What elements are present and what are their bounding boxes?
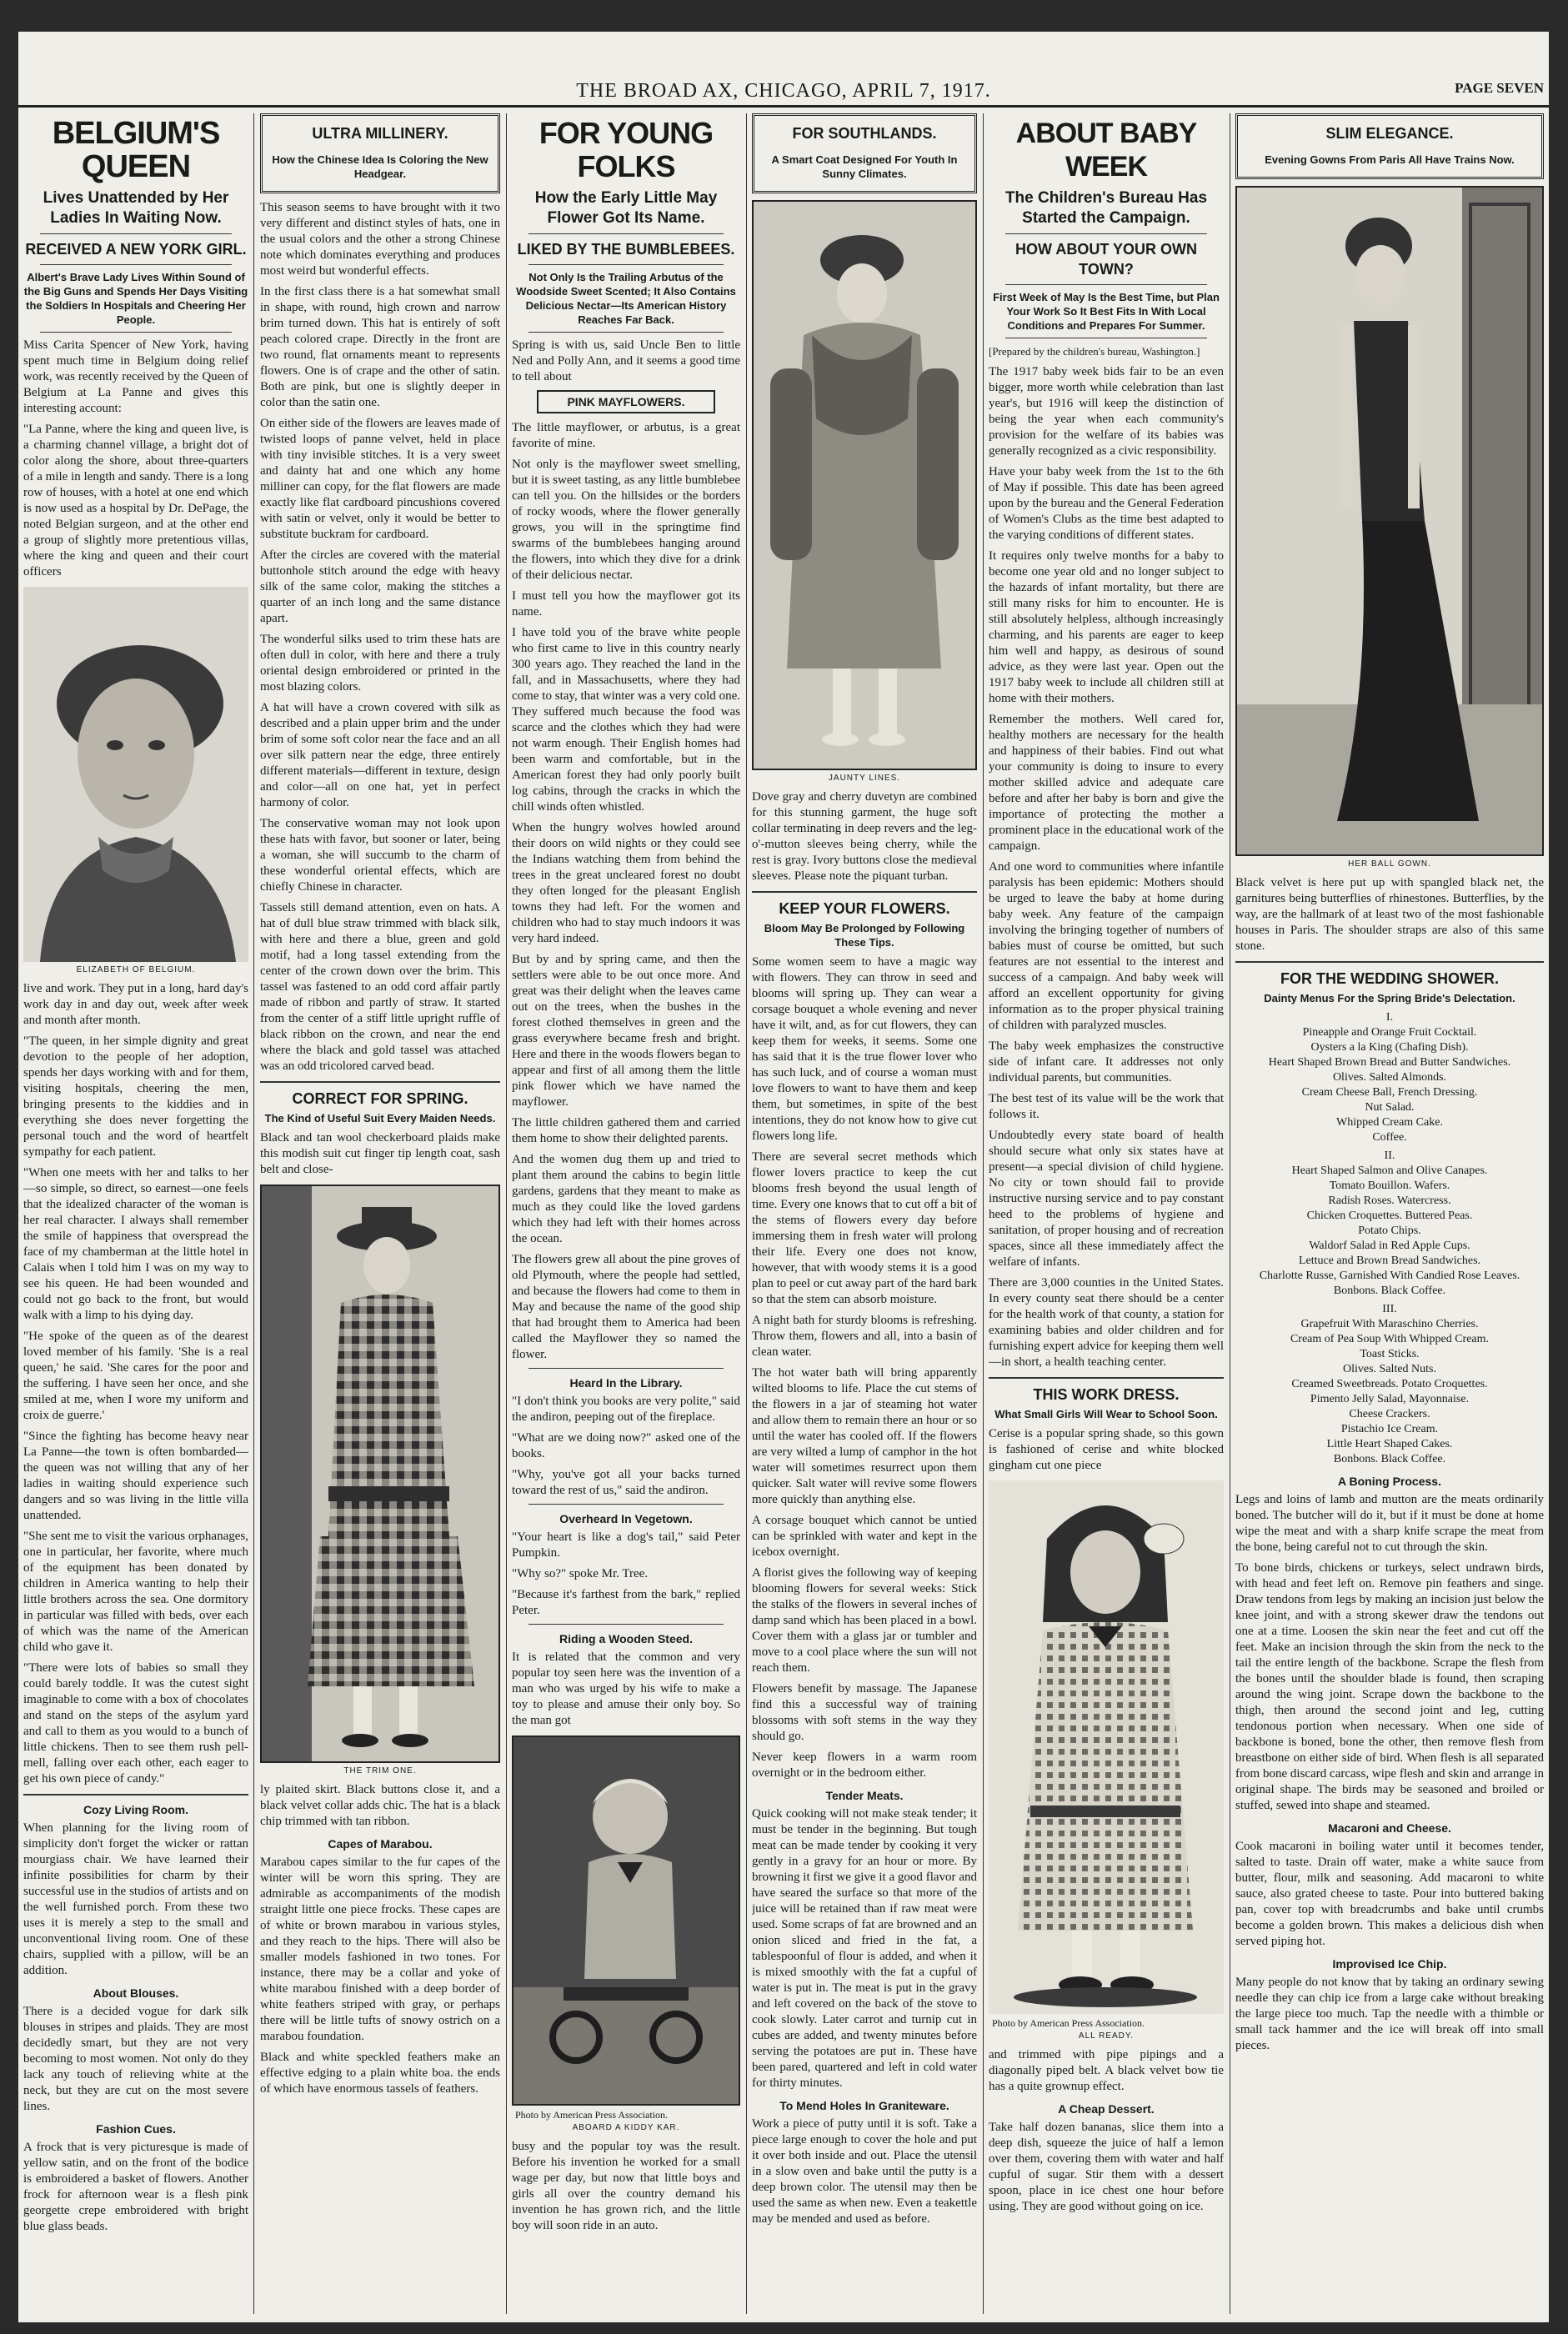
paragraph: Some women seem to have a magic way with flowers. They can throw in seed and blooms will spring up. They can wear a corsage bouquet a whole evening and never have it wilt, and, as for cut flowers, they can keep them for weeks, it seems. Some one has said that it is the true flower lover who has such luck, and of course a woman must love flowers to want to have them and keep them, but sometimes, in spite of the best intentions, they do not know how to give cut flowers long life. [752, 955, 977, 1143]
divider [1005, 233, 1207, 234]
masthead-title: THE BROAD AX, CHICAGO, APRIL 7, 1917. [576, 80, 991, 102]
paragraph: "Why, you've got all your backs turned toward the rest of us," said the andiron. [512, 1468, 740, 1497]
menu-item: Heart Shaped Salmon and Olive Canapes. [1291, 1164, 1488, 1177]
menu-number: III. [1382, 1303, 1397, 1315]
heading-fashion-cues: Fashion Cues. [96, 2122, 176, 2136]
deck: What Small Girls Will Wear to School Soon. [994, 1408, 1218, 1420]
masthead [18, 73, 1549, 103]
paragraph: A night bath for sturdy blooms is refreshing. Throw them, flowers and all, into a basin of clean water. [752, 1314, 977, 1359]
divider [989, 1377, 1224, 1379]
menu-item: Chicken Croquettes. Buttered Peas. [1306, 1210, 1473, 1222]
heading-mend-graniteware: To Mend Holes In Graniteware. [779, 2099, 949, 2112]
column-slim-elegance [1235, 113, 1544, 2314]
masthead-rule [18, 105, 1549, 108]
menu-item: Nut Salad. [1365, 1101, 1415, 1114]
photo-credit: Photo by American Press Association. [992, 2017, 1145, 2029]
paragraph: After the circles are covered with the material buttonhole stitch around the edge with heavy silk of the same color, making the stitches a quarter of an inch long and the same distance apart. [260, 548, 500, 625]
photo-jaunty-lines [752, 200, 977, 770]
menu-item: Charlotte Russe, Garnished With Candied Rose Leaves. [1259, 1270, 1520, 1282]
menu-item: Olives. Salted Almonds. [1332, 1071, 1447, 1084]
divider [529, 332, 724, 333]
divider [529, 1368, 724, 1369]
paragraph: There are 3,000 counties in the United States. In every county seat there should be a center for the health work of that county, a station for examining babies and older children and for furnishing expert advice for keeping them well—in short, a health teaching center. [989, 1276, 1224, 1369]
paragraph: Marabou capes similar to the fur capes of the winter will be worn this spring. They are admirable as accompaniments of the modish straight little one piece frocks. These capes are of white or brown marabou in various styles, and they reach to the hips. There will also be smaller models fashioned in two tones. For instance, there may be a collar and yoke of white marabou finished with a deep border of white feathers striped with gray, or perhaps there will be little tufts of snowy ostrich on a marabou foundation. [260, 1856, 500, 2043]
paragraph: Flowers benefit by massage. The Japanese find this a successful way of training blossoms with soft stems in the way they should go. [752, 1682, 977, 1743]
paragraph: On either side of the flowers are leaves made of twisted loops of panne velvet, held in place with tiny invisible stitches. It is a very sweet and dainty hat and one which any home milliner can copy, for the flat flowers are made exactly like flat cardboard pincushions covered with satin or velvet, only it would be better to substitute buckram for cardboard. [260, 417, 500, 541]
paragraph: Cerise is a popular spring shade, so this gown is fashioned of cerise and white blocked gingham cut one piece [989, 1427, 1224, 1472]
menu-item: Pimento Jelly Salad, Mayonnaise. [1310, 1393, 1470, 1405]
divider [23, 1794, 248, 1796]
deck: Evening Gowns From Paris All Have Trains Now. [1265, 153, 1515, 166]
menu-item: Cheese Crackers. [1349, 1408, 1430, 1420]
photo-trim-one [260, 1185, 500, 1763]
heading-capes-of-marabou: Capes of Marabou. [328, 1837, 433, 1851]
menu-item: Lettuce and Brown Bread Sandwiches. [1298, 1255, 1481, 1267]
deck: First Week of May Is the Best Time, but Plan Your Work So It Best Fits In With Local Conditions and Prepares For Summer. [993, 291, 1220, 332]
paragraph: live and work. They put in a long, hard day's work day in and day out, week after week and month after month. [23, 982, 248, 1027]
menu-item: Pineapple and Orange Fruit Cocktail. [1302, 1026, 1477, 1039]
paragraph: A hat will have a crown covered with silk as described and a plain upper brim and the under brim of some soft color near the face and an all over silk pattern near the edge, three entirely different materials—different in texture, design and color—all on one hat, yet in perfect harmony of color. [260, 701, 500, 809]
paragraph: There are several secret methods which flower lovers practice to keep the cut blooms fresh beyond the usual length of time. Every one knows that to cut off a bit of the stems of flowers every day before immersing them in fresh water will prolong their life. Every one does not know, however, that with woody stems it is a good plan to peel or cut away part of the hard bark so that the stem can absorb moisture. [752, 1150, 977, 1306]
boxed-heading-pink-mayflowers: PINK MAYFLOWERS. [537, 390, 715, 413]
divider [40, 332, 232, 333]
column-ultra-millinery [260, 113, 500, 2314]
menu-item: Bonbons. Black Coffee. [1333, 1285, 1446, 1297]
paragraph: Not only is the mayflower sweet smelling, but it is sweet tasting, as any little bumblebee can tell you. On the hillsides or the borders of rocky woods, where the flower generally grows, you will in the springtime find swarms of the bumblebees hanging around the flowers, into which they dive for a drink of their delicious nectar. [512, 458, 740, 582]
heading-macaroni-cheese: Macaroni and Cheese. [1328, 1821, 1451, 1835]
photo-credit: Photo by American Press Association. [515, 2109, 668, 2121]
divider [1235, 961, 1544, 963]
photo-caption: JAUNTY LINES. [828, 774, 901, 783]
photo-queen-elizabeth [23, 587, 248, 962]
menu-number: II. [1384, 1149, 1395, 1162]
paragraph: But by and by spring came, and then the settlers were able to be out once more. And great was their delight when the leaves came out on the trees, when the bushes in the forest clothed themselves in green and the grass everywhere became fresh and bright. Here and there in the woods flowers began to appear and first of all among them the little pink flower which we have named the mayflower. [512, 953, 740, 1109]
menu-item: Whipped Cream Cake. [1336, 1116, 1443, 1129]
menu-item: Bonbons. Black Coffee. [1333, 1453, 1446, 1465]
paragraph: Take half dozen bananas, slice them into a deep dish, squeeze the juice of half a lemon over them, covering them with water and half cupful of sugar. Stir them with a dessert spoon, place in ice chest one hour before using. They are good without going on ice. [989, 2121, 1224, 2213]
photo-all-ready [989, 1480, 1224, 2014]
paragraph: "Why so?" spoke Mr. Tree. [512, 1567, 649, 1580]
heading-ice-chip: Improvised Ice Chip. [1332, 1957, 1447, 1971]
paragraph: Undoubtedly every state board of health should secure what only six states have at present—a special division of child hygiene. No city or town should fail to provide instructive nursing service and to pay constant heed to the problems of hygiene and sanitation, of proper housing and of recreation spaces, since all these immediately affect the welfare of infants. [989, 1129, 1224, 1269]
paragraph: This season seems to have brought with it two very different and distinct styles of hats, one in the usual colors and the other a strong Chinese note which dominates everything and produces most weird but wonderful effects. [260, 201, 500, 278]
paragraph: Spring is with us, said Uncle Ben to little Ned and Polly Ann, and it seems a good time to tell about [512, 338, 740, 383]
divider [752, 891, 977, 893]
paragraph: When planning for the living room of simplicity don't forget the wicker or rattan mourgiass chair. We have learned their infinite possibilities for charm by their successful use in the studios of artists and on the well furnished porch. From these two uses it is merely a step to the small and unconventional living room. One of these chairs, supplied with a pillow, will be an addition. [23, 1821, 248, 1977]
photo-caption: ABOARD A KIDDY KAR. [572, 2123, 680, 2132]
deck: Dainty Menus For the Spring Bride's Delectation. [1264, 992, 1515, 1004]
menu-number: I. [1385, 1011, 1394, 1024]
paragraph: A florist gives the following way of keeping blooming flowers for several weeks: Stick the stalks of the flowers in several inches of damp sand which has been placed in a bowl. Cover them with a glass jar or tumbler and move to a cool place where the sun will not reach them. [752, 1566, 977, 1675]
paragraph: busy and the popular toy was the result. Before his invention he worked for a small wage per day, but now that little boys and girls all over the country demand his invention he has grown rich, and the little boy will soon ride in an auto. [512, 2140, 740, 2232]
menu-item: Toast Sticks. [1360, 1348, 1420, 1360]
divider [260, 1081, 500, 1083]
page-number: PAGE SEVEN [1455, 80, 1544, 96]
heading-wooden-steed: Riding a Wooden Steed. [559, 1632, 693, 1645]
heading-keep-your-flowers: KEEP YOUR FLOWERS. [779, 900, 950, 917]
menu-item: Oysters a la King (Chafing Dish). [1310, 1041, 1469, 1054]
newspaper-page [18, 32, 1549, 2322]
headline: FOR SOUTHLANDS. [792, 125, 937, 142]
menu-item: Waldorf Salad in Red Apple Cups. [1309, 1240, 1470, 1252]
headline: ULTRA MILLINERY. [312, 125, 448, 142]
paragraph: "She sent me to visit the various orphanages, one in particular, her favorite, where much of the equipment has been donated by children in America wanting to help their little brothers across the sea. One dormitory in particular was filled with beds, over each of which was the name of the American child who gave it. [23, 1530, 248, 1654]
menu-item: Olives. Salted Nuts. [1343, 1363, 1436, 1375]
paragraph: The best test of its value will be the work that follows it. [989, 1092, 1224, 1121]
paragraph: In the first class there is a hat somewhat small in shape, with round, high crown and narrow brim turned down. This hat is entirely of soft peach colored crape. Directly in the front are two round, flat ornaments meant to represents flowers. One is of crape and the other of satin. Both are pink, but one is slightly deeper in color than the satin one. [260, 285, 500, 409]
subhead: How the Early Little May Flower Got Its Name. [534, 189, 718, 227]
photo-caption: HER BALL GOWN. [1348, 859, 1431, 869]
paragraph: A corsage bouquet which cannot be untied can be sprinkled with water and kept in the icebox overnight. [752, 1514, 977, 1559]
menu-three [1235, 1302, 1544, 1467]
subhead-bumblebees: LIKED BY THE BUMBLEBEES. [517, 241, 735, 258]
paragraph: and trimmed with pipe pipings and a diagonally piped belt. A black velvet bow tie has a quite grownup effect. [989, 2048, 1224, 2093]
divider [529, 1504, 724, 1505]
paragraph: I must tell you how the mayflower got its name. [512, 589, 740, 619]
heading-boning-process: A Boning Process. [1338, 1475, 1441, 1488]
paragraph: "Because it's farthest from the bark," replied Peter. [512, 1588, 740, 1617]
menu-item: Radish Roses. Watercress. [1328, 1195, 1451, 1207]
paragraph: There is a decided vogue for dark silk blouses in stripes and plaids. They are most decidedly smart, but they are not very becoming to most women. Not only do they lack any touch of relieving white at the neck, but they are cut on the most severe lines. [23, 2005, 248, 2113]
menu-item: Coffee. [1372, 1131, 1407, 1144]
subhead-new-york-girl: RECEIVED A NEW YORK GIRL. [25, 241, 247, 258]
paragraph: Black velvet is here put up with spangled black net, the garnitures being butterflies of rhinestones. Butterflies, by the way, are the hallmark of at least two of the most fashionable houses in Paris. The shoulder straps are also of this same stone. [1235, 876, 1544, 953]
photo-ball-gown [1235, 186, 1544, 856]
paragraph: Many people do not know that by taking an ordinary sewing needle they can chip ice from a large cake without breaking the large piece too much. Tap the needle with a thimble or small tack hammer and the ice will break off into small pieces. [1235, 1976, 1544, 2052]
photo-kiddy-kar [512, 1735, 740, 2106]
column-southlands [752, 113, 977, 2314]
divider [529, 233, 724, 234]
heading-overheard-vegetown: Overheard In Vegetown. [559, 1512, 693, 1525]
heading-this-work-dress: THIS WORK DRESS. [1033, 1386, 1180, 1403]
paragraph: Quick cooking will not make steak tender; it must be tender in the beginning. But tough meat can be made tender by cooking it very gently in a gravy for an hour or more. By browning it first we give it a good flavor and have seared the surface so that more of the juice will be retained than if raw meat were used. Some scraps of fat are browned and an onion sliced and fried in the fat, a tablespoonful of flour is added, and when it is mixed smoothly with the fat a cupful of water is put in. The meat is put in the gravy and left covered on the back of the stove to cook slowly. Later carrot and turnip cut in cubes are added, and twenty minutes before serving the potatoes are put in. These have been pared, quartered and left in cold water for thirty minutes. [752, 1807, 977, 2090]
heading-cheap-dessert: A Cheap Dessert. [1058, 2102, 1155, 2116]
subhead: The Children's Bureau Has Started the Campaign. [1004, 189, 1208, 227]
paragraph: Remember the mothers. Well cared for, healthy mothers are necessary for the health and happiness of their babies. Find out what your community is doing to insure to every mother skilled advice and adequate care before and after her baby is born and give the importance of protecting the mother a prominent place in the educational work of the campaign. [989, 713, 1224, 853]
paragraph: "When one meets with her and talks to her—so simple, so direct, so earnest—one feels that the idealized character of the woman is her real character. I always shall remember the smile of happiness that overspread the face of my chamberman at the little hotel in Calais when I told him I was on my way to see his queen. He had been wounded and could not go back to the front, but would walk with a limp to his dying day. [23, 1166, 248, 1322]
paragraph: The baby week emphasizes the constructive side of infant care. It addresses not only individual parents, but communities. [989, 1039, 1224, 1084]
evening-gown-illustration [1237, 188, 1542, 854]
column-rule [506, 113, 507, 2314]
paragraph: Black and white speckled feathers make an effective edging to a plain white boa. the ends of which have enormous tassels of feathers. [260, 2051, 500, 2096]
heading-cozy-living-room: Cozy Living Room. [83, 1803, 188, 1816]
menu-item: Cream Cheese Ball, French Dressing. [1301, 1086, 1478, 1099]
paragraph: The flowers grew all about the pine groves of old Plymouth, where the people had settled, and because the flowers had come to them in May and because the name of the good ship that had brought them to America had been called the Mayflower they so named the flower. [512, 1253, 740, 1361]
paragraph: Dove gray and cherry duvetyn are combined for this stunning garment, the huge soft collar terminating in deep revers and the leg-o'-mutton sleeves being cherry, while the rest is gray. Ivory buttons close the medieval sleeves. Please note the piquant turban. [752, 790, 977, 883]
paragraph: The little mayflower, or arbutus, is a great favorite of mine. [512, 421, 740, 450]
menu-item: Cream of Pea Soup With Whipped Cream. [1290, 1333, 1490, 1345]
portrait-illustration [23, 587, 248, 962]
menu-item: Grapefruit With Maraschino Cherries. [1300, 1318, 1479, 1330]
heading-tender-meats: Tender Meats. [825, 1789, 904, 1802]
divider [529, 1624, 724, 1625]
headline-box-slim-elegance [1235, 113, 1544, 179]
paragraph: Never keep flowers in a warm room overnight or in the bedroom either. [752, 1750, 977, 1780]
paragraph: Tassels still demand attention, even on hats. A hat of dull blue straw trimmed with black silk, with here and there a blue, green and gold motif, had a long tassel extending from the center of the crown down over the brim. This tassel was fastened to an odd cord affair partly made of ribbon and partly of straw. It started from the center of a stiff little upright ruffle of black ribbon on the crown, and near the end where the black and gold tassel was attached was an odd tricolored carved bead. [260, 901, 500, 1073]
prepared-by-note: [Prepared by the children's bureau, Washington.] [989, 345, 1200, 358]
paragraph: The wonderful silks used to trim these hats are often dull in color, with here and there a truly oriental design embroidered or printed in the most blazing colors. [260, 633, 500, 694]
menu-item: Tomato Bouillon. Wafers. [1329, 1180, 1450, 1192]
paragraph: The little children gathered them and carried them home to show their delighted parents. [512, 1116, 740, 1145]
paragraph: The 1917 baby week bids fair to be an even bigger, more worth while celebration than last year's, but 1916 will keep the distinction of being the year when each community's provision for the welfare of its babies was generally recognized as a civic responsibility. [989, 365, 1224, 458]
paragraph: It requires only twelve months for a baby to become one year old and no longer subject to the hazards of infant mortality, but there are still many risks for him to encounter. He is still absolutely helpless, although increasingly charming, and his parents are eager to keep him well and happy, as desirous of sound advice, as they were last year. Open out the 1917 baby week to include all children still at home with their mothers. [989, 549, 1224, 705]
deck: How the Chinese Idea Is Coloring the New Headgear. [272, 153, 488, 180]
menu-item: Little Heart Shaped Cakes. [1326, 1438, 1453, 1450]
paragraph: "There were lots of babies so small they could barely toddle. It was the cutest sight imaginable to come with a box of chocolates and stand on the steps of the asylum yard and call to them as you would to a bunch of little chickens. Then to see them rush pell-mell, falling over each other, each eager to get his own piece of candy." [23, 1661, 248, 1786]
paragraph: The hot water bath will bring apparently wilted blooms to life. Place the cut stems of the flowers in a jar of steaming hot water and allow them to remain there an hour or so until the water has cooled off. If the flowers are very wilted a lump of camphor in the hot water will sometimes resurrect upon them quicker. Salt water will revive some flowers more quickly than anything else. [752, 1366, 977, 1506]
divider [40, 264, 232, 265]
paragraph: When the hungry wolves howled around their doors on wild nights or they could see the Indians watching them from behind the trees in the great uncleared forest no doubt they often longed for the pleasant English towns they had left. For the women and children who had to stay much indoors it was very hard indeed. [512, 821, 740, 945]
deck: A Smart Coat Designed For Youth In Sunny Climates. [771, 153, 958, 180]
heading-about-blouses: About Blouses. [93, 1986, 179, 2000]
column-rule [983, 113, 984, 2314]
subhead: Lives Unattended by Her Ladies In Waiting Now. [43, 189, 229, 227]
paragraph: And one word to communities where infantile paralysis has been epidemic: Mothers should be urged to leave the baby at home during baby week. Any feature of the campaign involving the bringing together of numbers of babies must of course be omitted, but such features are not essential to the interest and success of a campaign. And baby week will afford an excellent opportunity for giving information as to the proper physical training of children with paralyzed muscles. [989, 860, 1224, 1032]
paragraph: Cook macaroni in boiling water until it becomes tender, salted to taste. Drain off water, make a white sauce from butter, flour, milk and seasoning. Add macaroni to white sauce, also grated cheese to taste. Pour into buttered baking pan, cover top with breadcrumbs and bake until crumbs become a golden brown. This makes a delicious dish when served piping hot. [1235, 1840, 1544, 1948]
paragraph: Miss Carita Spencer of New York, having spent much time in Belgium doing relief work, was recently received by the Queen of Belgium at La Panne and gives this interesting account: [23, 338, 248, 415]
menu-item: Pistachio Ice Cream. [1340, 1423, 1439, 1435]
paragraph: "La Panne, where the king and queen live, is a charming channel village, a bright dot of color along the shore, about three-quarters of a mile in length and sandy. There is a long row of houses, with a hotel at one end which is now used as a hospital by Dr. DePage, the noted Belgian surgeon, and at the other end a group of slightly more pretentious villas, where the king and queen and their court officers [23, 423, 248, 578]
paragraph: A frock that is very picturesque is made of yellow satin, and on the front of the bodice is embroidered a basket of flowers. Another frock for afternoon wear is a flesh pink georgette crepe embroidered with bright blue glass beads. [23, 2141, 248, 2233]
heading-correct-for-spring: CORRECT FOR SPRING. [292, 1090, 468, 1107]
divider [1005, 284, 1207, 285]
headline-box-for-southlands [752, 113, 977, 193]
divider [529, 264, 724, 265]
column-baby-week [989, 113, 1224, 2314]
deck: Albert's Brave Lady Lives Within Sound of the Big Guns and Spends Her Days Visiting the Soldiers In Hospitals and Cheering Her People. [23, 271, 248, 326]
deck: Bloom May Be Prolonged by Following These Tips. [764, 922, 965, 949]
headline-belgiums-queen: BELGIUM'S QUEEN [52, 116, 220, 184]
paragraph: Work a piece of putty until it is soft. Take a piece large enough to cover the hole and put it over both inside and out. Place the utensil in a slow oven and bake until the putty is a deep brown color. The utensil may then be used the same as when new. Even a teakettle may be mended and used as before. [752, 2117, 977, 2226]
headline: SLIM ELEGANCE. [1325, 125, 1454, 142]
coat-illustration [754, 202, 975, 769]
paragraph: "I don't think you books are very polite," said the andiron, peeping out of the fireplace. [512, 1395, 740, 1424]
paragraph: To bone birds, chickens or turkeys, select undrawn birds, with head and feet left on. Remove pin feathers and singe. Draw tendons from legs by making an incision just below the knee joint, and with a strong skewer draw the tendons out one at a time. Loosen the skin near the feet and cut off the feet. Make an incision through the skin from the neck to the tail the entire length of the backbone. Scrape the flesh from the bones until the shoulder blade is found, then scraping around the wing joint. Scrape down the backbone to the thigh, then around the second joint and leg, cutting tendonous portion when necessary. When one side of backbone is boned, bone the other, then remove flesh from breastbone on either side of bird. When flesh is all separated from bone discard carcass, wipe flesh and skin and arrange in original shape. The birds may be seasoned and broiled or stuffed, sewed into shape and steamed. [1235, 1561, 1544, 1812]
paragraph: It is related that the common and very popular toy seen here was the invention of a man who was urged by his wife to make a toy to please and amuse their only boy. So the man got [512, 1650, 740, 1727]
paragraph: Have your baby week from the 1st to the 6th of May if possible. This date has been agreed upon by the bureau and the General Federation of Women's Clubs as the time best adapted to the varying conditions of different states. [989, 465, 1224, 542]
paragraph: "Since the fighting has become heavy near La Panne—the town is often bombarded—the queen was not willing that any of her ladies in waiting should experience such dangers and so was living in the little villa unattended. [23, 1430, 248, 1522]
menu-item: Heart Shaped Brown Bread and Butter Sandwiches. [1268, 1056, 1511, 1069]
headline-about-baby-week: ABOUT BABY WEEK [1015, 118, 1197, 183]
photo-caption: ALL READY. [1078, 2031, 1135, 2041]
paragraph: "The queen, in her simple dignity and great devotion to the people of her adoption, spends her days working with and for them, visiting hospitals, cheering the men, bringing presents to the kiddies and in everything she does never forgetting the personal touch and the word of heartfelt sympathy for each patient. [23, 1034, 248, 1159]
paragraph: Legs and loins of lamb and mutton are the meats ordinarily boned. The butcher will do it, but if it must be done at home wipe the meat and with a sharp knife scrape the meat from the bone, being careful not to cut through the skin. [1235, 1493, 1544, 1554]
column-young-folks [512, 113, 740, 2314]
menu-one [1235, 1010, 1544, 1145]
divider [40, 233, 232, 234]
girl-gingham-dress-illustration [989, 1480, 1224, 2014]
headline-box-ultra-millinery [260, 113, 500, 193]
photo-caption: ELIZABETH OF BELGIUM. [76, 965, 196, 974]
deck: The Kind of Useful Suit Every Maiden Needs. [264, 1112, 496, 1124]
paragraph: Black and tan wool checkerboard plaids make this modish suit cut finger tip length coat, sash belt and close- [260, 1131, 500, 1176]
plaid-suit-illustration [262, 1186, 498, 1761]
paragraph: "What are we doing now?" asked one of the books. [512, 1431, 740, 1460]
column-rule [746, 113, 747, 2314]
headline-for-young-folks: FOR YOUNG FOLKS [539, 116, 714, 183]
child-on-toy-illustration [513, 1737, 739, 2104]
column-rule [253, 113, 254, 2314]
paragraph: "Your heart is like a dog's tail," said Peter Pumpkin. [512, 1530, 740, 1560]
menu-item: Creamed Sweetbreads. Potato Croquettes. [1291, 1378, 1488, 1390]
menu-two [1235, 1149, 1544, 1299]
paragraph: And the women dug them up and tried to plant them around the cabins to begin little gardens, gardens that they meant to make as much as they could like the loved gardens which they had left with their homes across the ocean. [512, 1153, 740, 1245]
column-belgium-queen [23, 113, 248, 2314]
heading-wedding-shower: FOR THE WEDDING SHOWER. [1280, 970, 1499, 987]
paragraph: The conservative woman may not look upon these hats with favor, but sooner or later, being a woman, she will succumb to the charm of these wonderful oriental effects, which are chiefly Chinese in character. [260, 817, 500, 894]
deck: Not Only Is the Trailing Arbutus of the Woodside Sweet Scented; It Also Contains Delicious Nectar—Its American History Reaches Far Back. [516, 271, 736, 326]
subhead-own-town: HOW ABOUT YOUR OWN TOWN? [1015, 241, 1197, 278]
paragraph: I have told you of the brave white people who first came to live in this country nearly 300 years ago. They reached the land in the fall, and in Massachusetts, where they had come to stay, that winter was a very cold one. They suffered much because the food was scarce and the clothes which they had were not warm enough. Their English homes had been warm and comfortable, but in the American forest they had only poorly built log cabins, through the cracks in which the chill winds often whistled. [512, 626, 740, 814]
paragraph: ly plaited skirt. Black buttons close it, and a black velvet collar adds chic. The hat is a black chip trimmed with tan ribbon. [260, 1783, 500, 1828]
photo-caption: THE TRIM ONE. [343, 1766, 417, 1776]
paragraph: "He spoke of the queen as of the dearest loved member of his family. 'She is a real queen,' he said. 'She cares for the poor and the suffering. I have seen her once, and she smiled at me, when I wore my uniform and croix de guerre.' [23, 1330, 248, 1422]
menu-item: Potato Chips. [1358, 1225, 1421, 1237]
heading-heard-in-library: Heard In the Library. [569, 1376, 683, 1390]
